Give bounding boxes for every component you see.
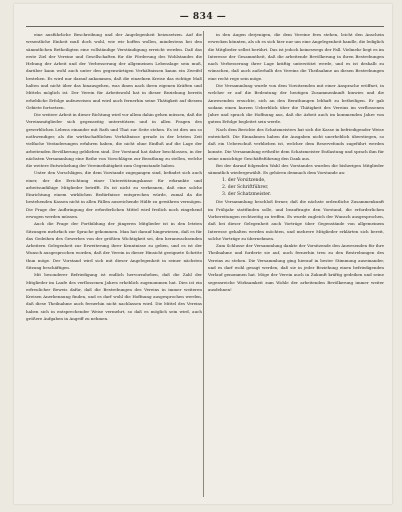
paragraph: Nach dem Berichte des Schatzmeisters hat sich die Kasse in befriedigender Weise entwickelt. Die Einnahmen haben die Ausgaben nicht unerheblich überstiegen, so daß ein Ueberschuß verblieben ist, welcher dem Reservefonds zugeführt werden konnte. Die Versammlung ertheilte dem Schatzmeister Entlastung und sprach ihm für seine umsichtige Geschäftsführung den Dank aus. <box>208 126 384 161</box>
left-column <box>26 31 202 497</box>
list-item: 3. der Schatzmeister. <box>222 192 272 198</box>
newspaper-page <box>14 4 392 504</box>
page-number: — 834 — <box>179 12 227 22</box>
right-column <box>208 31 384 497</box>
paragraph: Mit besonderer Befriedigung ist endlich hervorzuheben, daß die Zahl der Mitglieder im Laufe des verflossenen Jahres erheblich zugenommen hat. Dies ist ein erfreulicher Beweis dafür, daß die Bestrebungen des Vereins in immer weiteren Kreisen Anerkennung finden, und es darf wohl die Hoffnung ausgesprochen werden, daß diese Theilnahme auch fernerhin nicht nachlassen wird. Die Mittel des Vereins haben sich in entsprechender Weise vermehrt, so daß es möglich sein wird, auch größere Aufgaben in Angriff zu nehmen. <box>26 272 202 321</box>
paragraph: in den Augen derjenigen, die dem Vereine fern stehen, leicht den Anschein erwecken könnten, als ob es sich hier nur um eine Angelegenheit handle, die lediglich die Mitglieder selbst berührt. Das ist jedoch keineswegs der Fall. Vielmehr liegt es im Interesse der Gesammtheit, daß die arbeitende Bevölkerung in ihren Bestrebungen nach Verbesserung ihrer Lage kräftig unterstützt werde, und es ist deshalb zu wünschen, daß auch außerhalb des Vereins die Theilnahme an diesen Bestrebungen eine recht rege sein möge. <box>208 32 384 81</box>
list-item: 1. der Vorsitzende, <box>222 177 266 183</box>
paragraph: Auch die Frage der Fortbildung der jüngeren Mitglieder ist in den letzten Sitzungen mehrfach zur Sprache gekommen. Man hat darauf hingewiesen, daß es für das Gedeihen des Gewerbes von der größten Wichtigkeit sei, den heranwachsenden Arbeitern Gelegenheit zur Erweiterung ihrer Kenntnisse zu geben, und es ist der Wunsch ausgesprochen worden, daß der Verein in dieser Hinsicht geeignete Schritte thun möge. Der Vorstand wird sich mit dieser Angelegenheit in seiner nächsten Sitzung beschäftigen. <box>26 221 202 270</box>
paragraph: Die Versammlung beschloß ferner, daß die nächste ordentliche Zusammenkunft im Frühjahr stattfinden solle, und beauftragte den Vorstand, die erforderlichen Vorbereitungen rechtzeitig zu treffen. Es wurde zugleich der Wunsch ausgesprochen, daß bei dieser Gelegenheit auch Vorträge über Gegenstände von allgemeinem Interesse gehalten werden möchten, und mehrere Mitglieder erklärten sich bereit, solche Vorträge zu übernehmen. <box>208 199 384 241</box>
page-header <box>14 12 392 26</box>
paragraph: Die Versammlung wurde von dem Vorsitzenden mit einer Ansprache eröffnet, in welcher er auf die Bedeutung der heutigen Zusammenkunft hinwies und die Anwesenden ersuchte, sich an den Berathungen lebhaft zu betheiligen. Er gab sodann einen kurzen Ueberblick über die Thätigkeit des Vereins im verflossenen Jahre und sprach die Hoffnung aus, daß die Arbeit auch im kommenden Jahre von gutem Erfolge begleitet sein werde. <box>208 82 384 125</box>
column-divider <box>203 31 204 497</box>
paragraph: Unter den Vorschlägen, die dem Vorstande zugegangen sind, befindet sich auch einer, der die Errichtung einer Unterstützungskasse für erkrankte und arbeitsunfähige Mitglieder betrifft. Es ist nicht zu verkennen, daß eine solche Einrichtung einem wirklichen Bedürfnisse entsprechen würde, zumal da die bestehenden Kassen nicht in allen Fällen ausreichende Hülfe zu gewähren vermögen. Die Frage der Aufbringung der erforderlichen Mittel wird freilich noch eingehend erwogen werden müssen. <box>26 170 202 220</box>
paragraph: Zum Schlusse der Versammlung dankte der Vorsitzende den Anwesenden für ihre Theilnahme und forderte sie auf, auch fernerhin treu zu den Bestrebungen des Vereins zu stehen. Die Versammlung ging hierauf in bester Stimmung auseinander, und es darf wohl gesagt werden, daß sie in jeder Beziehung einen befriedigenden Verlauf genommen hat. Möge der Verein auch in Zukunft kräftig gedeihen und seine segensreiche Wirksamkeit zum Wohle der arbeitenden Bevölkerung immer weiter ausdehnen! <box>208 243 384 292</box>
paragraph: eine ausführliche Beschreibung und der Angelegenheit beizusetzen. Auf die wesentliche Einheit muß doch wohl, wie wir hoffen wollen, mindestens bei den sämmtlichen Betheiligten eine vollständige Verständigung erreicht werden. Daß das erste Ziel der Vereine und Gesellschaften für die Förderung des Wohlstandes die Hebung der Arbeit und der Verbesserung der allgemeinen Lebenslage sein muß, darüber kann wohl auch unter den gegenwärtigen Verhältnissen kaum ein Zweifel bestehen. Es wird nur darauf ankommen, daß die einzelnen Kreise das richtige Maß halten und nicht über das hinausgehen, was ihnen nach ihren eigenen Kräften und Mitteln möglich ist. Der Verein für Arbeitswohl hat in dieser Beziehung bereits erhebliche Erfolge aufzuweisen und wird auch fernerhin seine Thätigkeit auf diesem Gebiete fortsetzen. <box>26 32 202 110</box>
list-item: 2. der Schriftführer, <box>222 184 269 190</box>
paragraph: Bei der darauf folgenden Wahl des Vorstandes wurden die bisherigen Mitglieder sämmtlich wiedergewählt. Es gehören demnach dem Vorstande an: <box>208 163 384 176</box>
paragraph: Die weitere Arbeit in dieser Richtung wird vor allem dahin gehen müssen, daß die Vereinsmitglieder sich gegenseitig unterstützen und in allen Fragen des gewerblichen Lebens einander mit Rath und That zur Seite stehen. Es ist dies um so nothwendiger, als die wirthschaftlichen Verhältnisse gerade in der letzten Zeit vielfache Veränderungen erfahren haben, die nicht ohne Einfluß auf die Lage der arbeitenden Bevölkerung geblieben sind. Der Vorstand hat daher beschlossen, in der nächsten Versammlung eine Reihe von Vorschlägen zur Berathung zu stellen, welche die weitere Entwickelung der Vereinsthätigkeit zum Gegenstande haben. <box>26 112 202 169</box>
header-rule <box>26 26 384 27</box>
